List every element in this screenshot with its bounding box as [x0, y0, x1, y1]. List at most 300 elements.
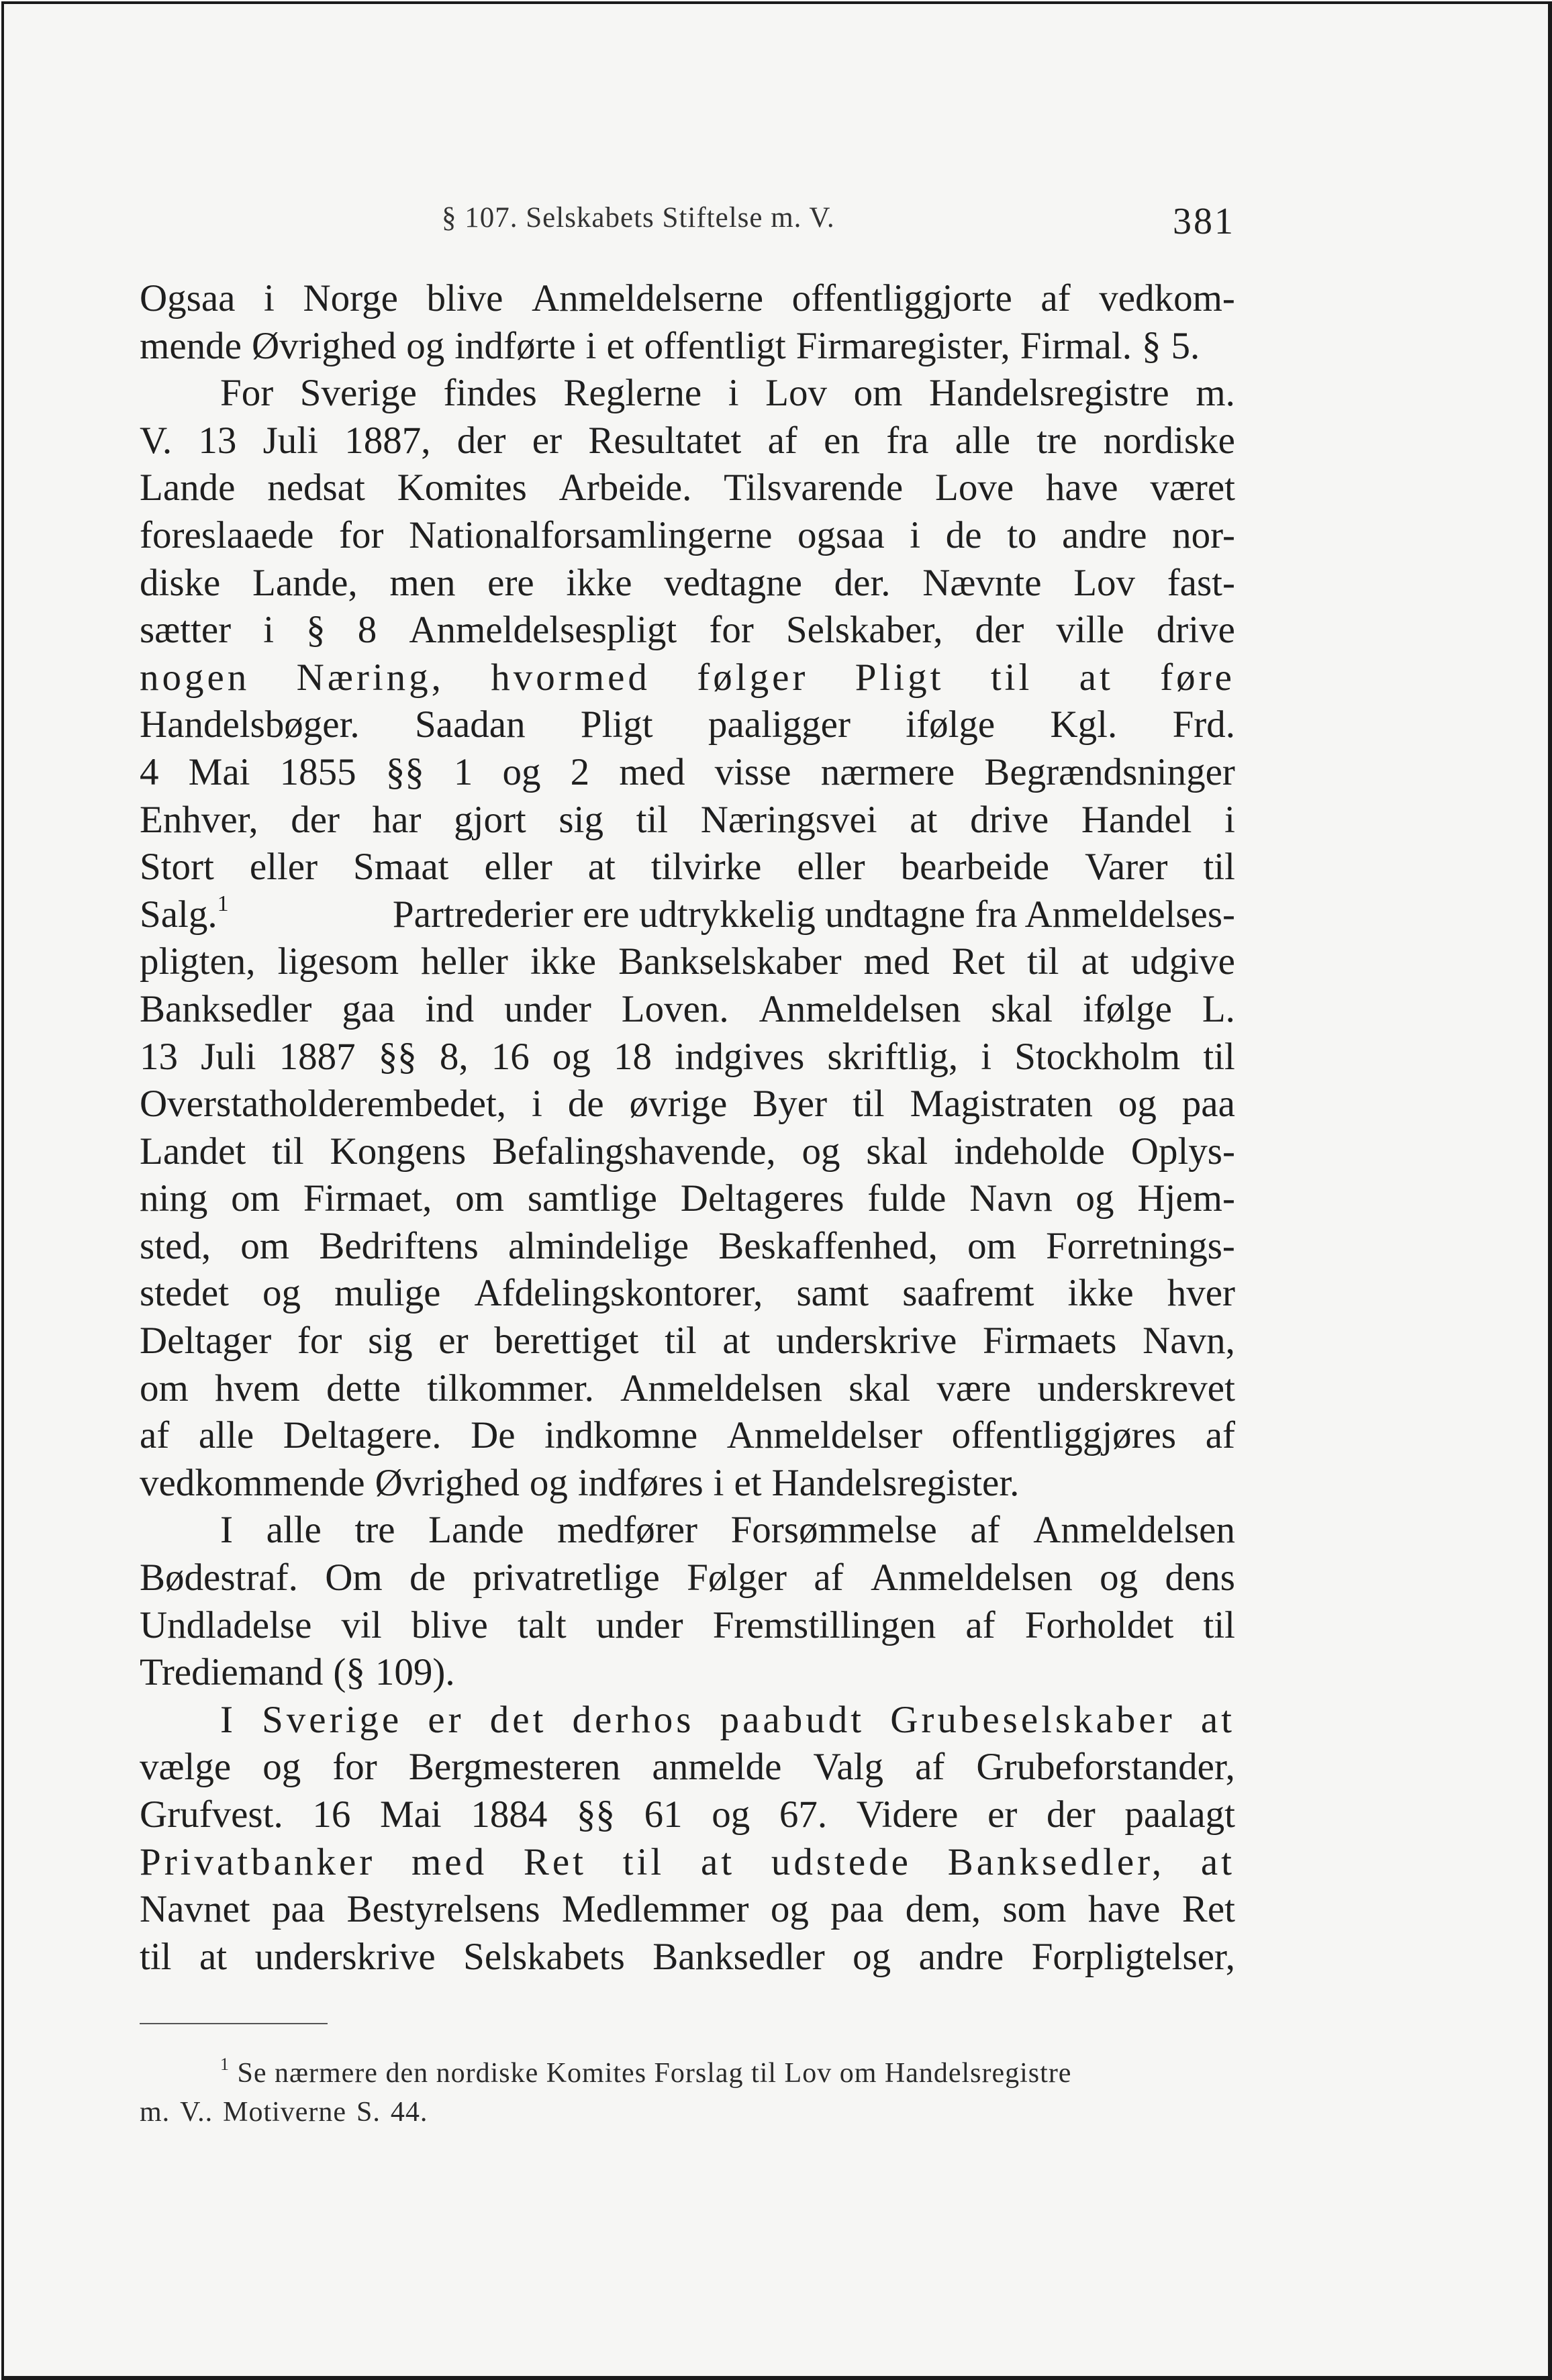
word: de — [567, 1083, 604, 1126]
word: sig — [559, 798, 603, 841]
word: for — [339, 513, 384, 556]
word: til — [1027, 940, 1059, 983]
word: indførte — [454, 324, 576, 367]
word: ning — [140, 1177, 208, 1220]
word: skal — [848, 1367, 911, 1409]
word: 13 — [198, 419, 237, 462]
word: ligesom — [277, 940, 399, 983]
word: 16 — [491, 1035, 530, 1078]
word: Handelsbøger. — [140, 703, 360, 746]
word: blive — [411, 1603, 488, 1646]
footnote-text — [220, 2054, 1071, 2093]
word: have — [1087, 1888, 1161, 1931]
word: Magistraten — [910, 1083, 1093, 1126]
word: Motiverne — [223, 2097, 347, 2128]
word: ere — [487, 561, 534, 604]
word: samtlige — [527, 1177, 657, 1220]
word: at — [910, 798, 938, 841]
word: skal — [991, 987, 1053, 1030]
text-line — [140, 1649, 1235, 1697]
word: Overstatholderembedet, — [140, 1083, 507, 1126]
word: Mai — [379, 1793, 442, 1836]
footnote-text-first-line: Se nærmere den nordiske Komites Forslag til Lov om Handelsregistre — [237, 2058, 1072, 2089]
word: Lande — [140, 466, 236, 509]
footnote-divider — [140, 2023, 328, 2024]
word: to — [1007, 513, 1037, 556]
word: Anmeldelsen — [1033, 1509, 1235, 1552]
word: Oplys- — [1130, 1130, 1235, 1173]
word: ikke — [1067, 1272, 1134, 1315]
word: paa — [1181, 1083, 1235, 1126]
text-line — [140, 938, 1235, 986]
word: ifølge — [1082, 987, 1172, 1030]
text-line — [140, 797, 1235, 844]
word: af — [1040, 277, 1071, 319]
text-line — [140, 986, 1235, 1034]
word: Forsømmelse — [730, 1509, 937, 1552]
word: Navn — [969, 1177, 1053, 1220]
word: Tilsvarende — [724, 466, 904, 509]
word: Juli — [262, 419, 318, 462]
word: tre — [354, 1509, 395, 1552]
word: udstede — [771, 1840, 912, 1883]
word: fra — [886, 419, 929, 462]
word: at — [587, 846, 616, 889]
word: til — [665, 1320, 697, 1362]
word: i — [713, 1461, 724, 1504]
word: I — [220, 1698, 236, 1741]
word: 8 — [357, 609, 377, 652]
text-line-with-footnote — [140, 891, 1235, 939]
word: berettiget — [494, 1320, 639, 1362]
word: stedet — [140, 1272, 229, 1315]
word: Navnet — [140, 1888, 250, 1931]
word: S. — [356, 2097, 381, 2128]
word: af — [140, 1414, 170, 1457]
word: med — [619, 750, 685, 793]
word: sted, — [140, 1224, 211, 1267]
word: blive — [426, 277, 503, 319]
word: Begrændsninger — [984, 750, 1235, 793]
word: 16 — [312, 1793, 351, 1836]
word: vedtagne — [664, 561, 802, 604]
word: Anmeldelsen — [620, 1367, 822, 1409]
word: vælge — [140, 1746, 232, 1789]
word: offentligt — [644, 324, 786, 367]
word: Grubeselskaber — [890, 1698, 1175, 1741]
word: Pligt — [855, 656, 944, 699]
word: 1855 — [279, 750, 356, 793]
text-line — [140, 1791, 1235, 1839]
word: af — [965, 1603, 996, 1646]
word: indgives — [675, 1035, 805, 1078]
word: ind — [425, 987, 475, 1030]
word: udgive — [1130, 940, 1235, 983]
text-line — [140, 701, 1235, 749]
text-line — [140, 1412, 1235, 1460]
word: Beskaffenhed, — [718, 1224, 938, 1267]
word: Anmeldelser — [726, 1414, 922, 1457]
word: Anmeldelsen — [870, 1556, 1073, 1599]
word: hvormed — [491, 656, 650, 699]
text-line — [140, 1223, 1235, 1271]
word: og — [529, 1461, 568, 1504]
word: Bestyrelsens — [346, 1888, 540, 1931]
word: andre — [1061, 513, 1147, 556]
word: alle — [198, 1414, 254, 1457]
word: Forpligtelser, — [1031, 1935, 1235, 1978]
word: (§ — [333, 1651, 365, 1694]
word: § — [1142, 324, 1161, 367]
word: i — [910, 513, 921, 556]
word: 4 — [140, 750, 159, 793]
word: Stort — [140, 846, 214, 889]
word: Smaat — [353, 846, 449, 889]
word: mende — [140, 324, 242, 367]
word: dem, — [905, 1888, 981, 1931]
word: 67. — [779, 1793, 828, 1836]
word: samt — [796, 1272, 869, 1315]
word: underskrive — [776, 1320, 957, 1362]
word: og — [1100, 1556, 1138, 1599]
word: og — [712, 1793, 750, 1836]
word: fast- — [1167, 561, 1235, 604]
word: i — [264, 277, 275, 319]
word: Navn, — [1143, 1320, 1235, 1362]
word: paalagt — [1124, 1793, 1235, 1836]
word: at — [700, 1840, 736, 1883]
word: Banksedler — [652, 1935, 825, 1978]
word: foreslaaede — [140, 513, 314, 556]
word: være — [936, 1367, 1012, 1409]
word: privatretlige — [473, 1556, 660, 1599]
word: for — [297, 1320, 342, 1362]
word: 1 — [453, 750, 473, 793]
word: Kgl. — [1050, 703, 1118, 746]
text-line — [140, 1270, 1235, 1318]
word: Resultatet — [588, 419, 742, 462]
word: Juli — [201, 1035, 256, 1078]
word: og — [502, 750, 541, 793]
word: Ret — [523, 1840, 587, 1883]
word: drive — [1156, 609, 1235, 652]
text-fragment-word: Salg. — [140, 893, 217, 936]
word: Bedriftens — [319, 1224, 479, 1267]
word: ville — [1056, 609, 1124, 652]
word: Privatbanker — [140, 1840, 376, 1883]
text-fragment — [140, 891, 229, 939]
word: paa — [830, 1888, 884, 1931]
word: føre — [1160, 656, 1235, 699]
word: Kongens — [330, 1130, 467, 1173]
word: en — [824, 419, 860, 462]
word: at — [199, 1935, 228, 1978]
word: anmelde — [652, 1746, 782, 1789]
word: skal — [866, 1130, 928, 1173]
word: Firmaets — [982, 1320, 1117, 1362]
word: om — [231, 1177, 280, 1220]
word: til — [1203, 846, 1235, 889]
word: der — [1046, 1793, 1096, 1836]
word: været — [1150, 466, 1235, 509]
word: et — [734, 1461, 762, 1504]
word: nor- — [1172, 513, 1235, 556]
word: Banksedler — [140, 987, 312, 1030]
word: derhos — [572, 1698, 695, 1741]
word: hvem — [215, 1367, 300, 1409]
word: Valg — [813, 1746, 884, 1789]
word: øvrige — [629, 1083, 728, 1126]
word: om — [140, 1367, 189, 1409]
word: Lande — [428, 1509, 524, 1552]
body-text — [140, 275, 1235, 1981]
word: medfører — [557, 1509, 698, 1552]
word: Sverige — [299, 372, 417, 415]
word: gjort — [454, 798, 526, 841]
word: og — [1075, 1177, 1114, 1220]
word: Grufvest. — [140, 1793, 283, 1836]
word: 18 — [613, 1035, 652, 1078]
word: Handel — [1081, 798, 1192, 841]
word: talt — [517, 1603, 567, 1646]
word: og — [853, 1935, 891, 1978]
word: have — [1045, 466, 1118, 509]
word: Loven. — [621, 987, 729, 1030]
text-fragment: Partrederier ere udtrykkelig undtagne fra Anmeldelses- — [392, 893, 1235, 936]
word: Pligt — [580, 703, 653, 746]
word: er — [987, 1793, 1018, 1836]
word: og — [1118, 1083, 1157, 1126]
word: Næring, — [296, 656, 444, 699]
word: Norge — [303, 277, 398, 319]
word: i — [981, 1035, 992, 1078]
word: hver — [1167, 1272, 1235, 1315]
word: andre — [918, 1935, 1004, 1978]
word: tilvirke — [650, 846, 762, 889]
text-line — [140, 1554, 1235, 1602]
word: L. — [1202, 987, 1235, 1030]
word: at — [1200, 1698, 1235, 1741]
word: Videre — [856, 1793, 959, 1836]
word: til — [622, 1840, 665, 1883]
word: Øvrighed — [375, 1461, 520, 1504]
word: dens — [1165, 1556, 1235, 1599]
word: almindelige — [507, 1224, 689, 1267]
text-line — [140, 1081, 1235, 1128]
word: 109). — [375, 1651, 455, 1694]
word: til — [1203, 1035, 1235, 1078]
word: indkomne — [544, 1414, 698, 1457]
word: med — [411, 1840, 488, 1883]
word: om — [240, 1224, 290, 1267]
word: sætter — [140, 609, 232, 652]
word: Ret — [951, 940, 1005, 983]
word: til — [140, 1935, 172, 1978]
word: ifølge — [906, 703, 996, 746]
word: med — [863, 940, 930, 983]
word: pligten, — [140, 940, 256, 983]
word: Deltageres — [680, 1177, 844, 1220]
word: Øvrighed — [251, 324, 397, 367]
word: §§ — [378, 1035, 417, 1078]
text-line — [140, 1034, 1235, 1081]
word: eller — [484, 846, 552, 889]
word: af — [767, 419, 797, 462]
word: i — [532, 1083, 542, 1126]
word: 61 — [644, 1793, 683, 1836]
word: §§ — [385, 750, 424, 793]
text-line — [140, 512, 1235, 560]
word: der. — [834, 561, 891, 604]
word: og — [770, 1888, 809, 1931]
word: det — [489, 1698, 547, 1741]
word: De — [471, 1414, 516, 1457]
word: 2 — [570, 750, 590, 793]
word: indføres — [577, 1461, 704, 1504]
word: og — [802, 1130, 840, 1173]
word: vil — [341, 1603, 382, 1646]
word: sig — [368, 1320, 413, 1362]
word: at — [1079, 656, 1114, 699]
text-line — [140, 1318, 1235, 1365]
word: følger — [697, 656, 809, 699]
word: nedsat — [267, 466, 365, 509]
word: Anmeldelsespligt — [409, 609, 677, 652]
word: Nævnte — [922, 561, 1042, 604]
word: § — [306, 609, 326, 652]
word: underskrive — [254, 1935, 436, 1978]
word: at — [1200, 1840, 1235, 1883]
word: Selskaber, — [785, 609, 943, 652]
word: Reglerne — [563, 372, 702, 415]
word: offentliggjorte — [791, 277, 1012, 319]
word: Deltagere. — [283, 1414, 442, 1457]
word: tilkommer. — [427, 1367, 594, 1409]
word: paaligger — [708, 703, 851, 746]
word: 1884 — [471, 1793, 548, 1836]
footnote-mark: 1 — [220, 2054, 230, 2074]
word: Grubeforstander, — [976, 1746, 1235, 1789]
word: i — [1224, 798, 1235, 841]
text-line — [140, 1460, 1235, 1507]
word: Stockholm — [1014, 1035, 1181, 1078]
word: ikke — [566, 561, 632, 604]
text-line — [140, 370, 1235, 417]
word: 5. — [1171, 324, 1200, 367]
word: Firmal. — [1020, 324, 1132, 367]
word: Afdelingskontorer, — [474, 1272, 763, 1315]
word: heller — [421, 940, 508, 983]
word: i — [728, 372, 739, 415]
word: om — [853, 372, 903, 415]
word: der — [456, 419, 506, 462]
word: som — [1002, 1888, 1067, 1931]
text-line — [140, 1886, 1235, 1934]
word: saafremt — [902, 1272, 1034, 1315]
word: i — [263, 609, 275, 652]
word: for — [709, 609, 754, 652]
word: af — [1205, 1414, 1235, 1457]
word: der — [975, 609, 1024, 652]
word: fulde — [867, 1177, 947, 1220]
word: vedkom- — [1099, 277, 1235, 319]
word: Firmaregister, — [795, 324, 1010, 367]
text-line — [140, 1175, 1235, 1223]
word: 1887 — [279, 1035, 356, 1078]
word: at — [722, 1320, 750, 1362]
word: alle — [266, 1509, 322, 1552]
word: de — [409, 1556, 446, 1599]
word: indeholde — [954, 1130, 1105, 1173]
word: Bergmesteren — [408, 1746, 621, 1789]
word: Byer — [753, 1083, 828, 1126]
word: af — [814, 1556, 844, 1599]
text-line — [140, 844, 1235, 891]
word: Ret — [1181, 1888, 1235, 1931]
word: Banksedler, — [947, 1840, 1165, 1883]
word: Anmeldelsen — [759, 987, 961, 1030]
word: Frd. — [1172, 703, 1235, 746]
word: til — [1203, 1603, 1235, 1646]
word: Komites — [397, 466, 527, 509]
word: der — [291, 798, 340, 841]
text-line — [140, 417, 1235, 465]
word: m. — [1196, 372, 1235, 415]
word: Firmaet, — [303, 1177, 432, 1220]
word: Love — [935, 466, 1014, 509]
word: om — [967, 1224, 1016, 1267]
text-line — [140, 275, 1235, 323]
word: Ogsaa — [140, 277, 236, 319]
word: nogen — [140, 656, 250, 699]
word: drive — [970, 798, 1049, 841]
word: nordiske — [1103, 419, 1235, 462]
word: Mai — [188, 750, 250, 793]
word: ogsaa — [797, 513, 885, 556]
word: m. — [140, 2097, 171, 2128]
word: V.. — [180, 2097, 213, 2128]
word: Selskabets — [463, 1935, 625, 1978]
word: dette — [326, 1367, 401, 1409]
word: er — [428, 1698, 465, 1741]
word: Varer — [1085, 846, 1168, 889]
word: visse — [714, 750, 791, 793]
word: Arbeide. — [559, 466, 692, 509]
word: og — [552, 1035, 591, 1078]
word: Om — [325, 1556, 383, 1599]
word: til — [636, 798, 669, 841]
word: har — [372, 798, 422, 841]
word: under — [595, 1603, 683, 1646]
word: Nationalforsamlingerne — [409, 513, 773, 556]
word: diske — [140, 561, 221, 604]
word: 8, — [439, 1035, 469, 1078]
word: nærmere — [820, 750, 955, 793]
word: Hjem- — [1137, 1177, 1235, 1220]
text-line — [140, 1507, 1235, 1554]
page-number: 381 — [1173, 201, 1235, 242]
word: Deltager — [140, 1320, 272, 1362]
word: For — [220, 372, 274, 415]
word: tre — [1036, 419, 1077, 462]
text-line — [140, 464, 1235, 512]
word: om — [455, 1177, 505, 1220]
word: Forretnings- — [1046, 1224, 1235, 1267]
text-line — [140, 1602, 1235, 1650]
word: til — [272, 1130, 304, 1173]
text-line — [140, 560, 1235, 607]
word: et — [606, 324, 634, 367]
